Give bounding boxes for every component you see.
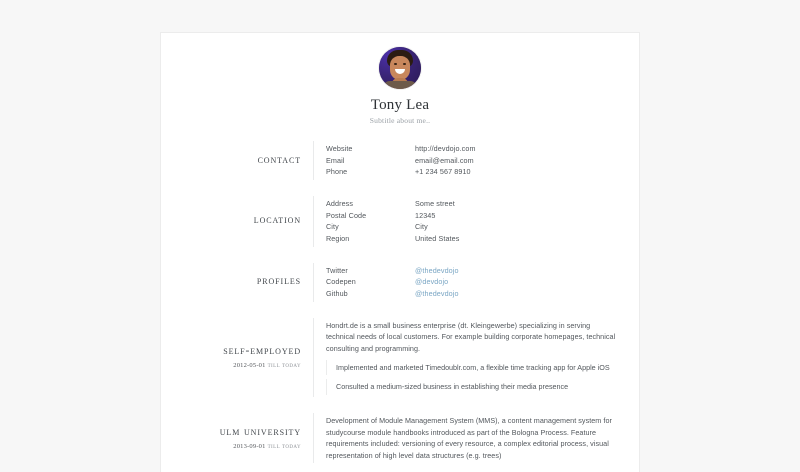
detail-row (326, 166, 617, 178)
section-label (203, 196, 313, 247)
detail-value-link[interactable]: @devdojo (415, 277, 449, 287)
detail-row (326, 210, 617, 222)
detail-value: 12345 (415, 210, 436, 220)
avatar-eye-left (394, 63, 397, 65)
detail-key: Twitter (326, 265, 348, 275)
resume-section (161, 318, 639, 397)
detail-value: http://devdojo.com (415, 144, 476, 153)
detail-key: Postal Code (326, 210, 367, 220)
section-label (203, 413, 313, 464)
avatar-face (390, 56, 410, 80)
avatar-shirt (382, 81, 418, 89)
detail-value: United States (415, 233, 460, 243)
detail-value-link[interactable]: @thedevdojo (415, 265, 459, 275)
resume-section (161, 141, 639, 180)
detail-row (326, 155, 617, 167)
detail-key: Address (326, 198, 354, 208)
profile-name: Tony Lea (370, 97, 430, 113)
resume-section (161, 413, 639, 464)
section-body (313, 263, 617, 302)
detail-value: email@email.com (415, 155, 474, 165)
resume-header (161, 33, 639, 125)
detail-key: Phone (326, 167, 348, 177)
highlight-item: Implemented and marketed Timedoublr.com, a flexible time tracking app for Apple iOS (326, 360, 617, 376)
resume-sections (161, 141, 639, 463)
section-title: profiles (256, 275, 301, 288)
detail-row (326, 143, 617, 155)
section-title: ulm university (219, 426, 301, 439)
section-title: location (253, 214, 301, 227)
section-title: contact (257, 153, 301, 166)
section-label (203, 318, 313, 397)
detail-row (326, 288, 617, 300)
avatar (379, 47, 421, 89)
detail-key: Github (326, 288, 348, 298)
detail-key: Email (326, 155, 345, 165)
resume-section (161, 263, 639, 302)
section-paragraph: Hondrt.de is a small business enterprise (dt. Kleingewerbe) specializing in serving technical needs of local customers. For example building corporate homepages, technical consulting and programming. (326, 320, 616, 353)
detail-value-link[interactable]: @thedevdojo (415, 288, 459, 298)
section-date-till: till today (267, 443, 301, 451)
detail-row (326, 221, 617, 233)
section-date (233, 443, 301, 450)
detail-key: Region (326, 233, 350, 243)
detail-key: Codepen (326, 277, 356, 287)
resume-section (161, 196, 639, 247)
highlight-item: Consulted a medium-sized business in establishing their media presence (326, 379, 617, 395)
section-body (313, 318, 617, 397)
detail-row (326, 198, 617, 210)
section-date-start: 2013-09-01 (233, 443, 266, 451)
detail-row (326, 276, 617, 288)
avatar-eye-right (403, 63, 406, 65)
section-title: self-employed (223, 345, 301, 358)
profile-subtitle: Subtitle about me.. (369, 116, 431, 125)
section-label (203, 141, 313, 180)
section-label (203, 263, 313, 302)
highlight-list (326, 360, 617, 395)
detail-row (326, 233, 617, 245)
resume-card (160, 32, 640, 472)
section-paragraph: Development of Module Management System (MMS), a content management system for studycourse module handbooks introduced as part of the Bologna Process. Feature requirements included: versioning of every resource, a complex editorial process, visual representation of high level data structures (e.g. trees) (326, 415, 612, 460)
section-date-till: till today (267, 362, 301, 370)
detail-value: Some street (415, 198, 455, 208)
section-body (313, 196, 617, 247)
detail-key: Website (326, 144, 353, 153)
section-date-start: 2012-05-01 (233, 362, 266, 370)
section-date (233, 362, 301, 369)
detail-value: +1 234 567 8910 (415, 167, 471, 177)
detail-key: City (326, 222, 339, 232)
detail-row (326, 265, 617, 277)
section-body (313, 413, 617, 464)
section-body (313, 141, 617, 180)
detail-value: City (415, 222, 428, 232)
